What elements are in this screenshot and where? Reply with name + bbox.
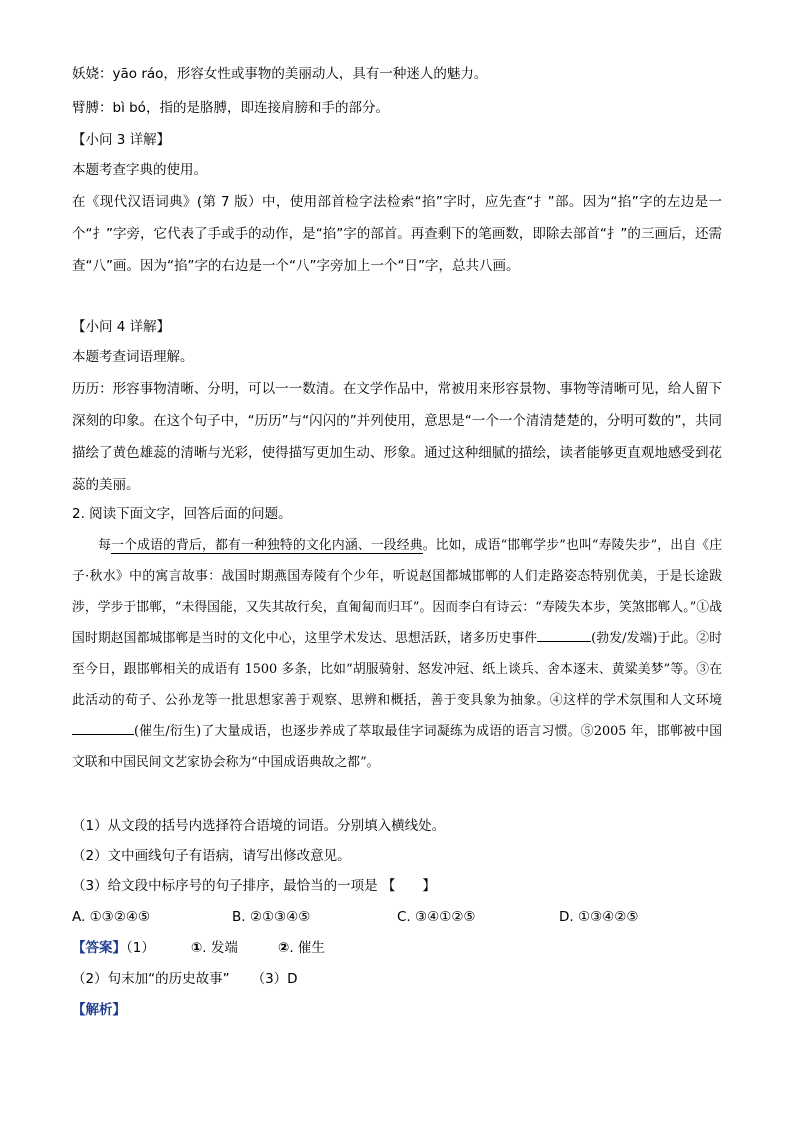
word-choice-1: (勃发/发端) (591, 631, 658, 646)
answer-word-2: . 催生 (289, 940, 325, 956)
passage-part-1: 。比如，成语“邯郸学步”也叫“寿陵失步”，出自《庄子·秋水》中的寓言故事：战国时期燕国寿陵有个少年，听说赵国都城邯郸的人们走路姿态特别优美，于是长途跋涉，学步于邯郸，“未得国能，又失其故行矣，直匍匐而归耳”。因而李白有诗云：“寿陵失本步，笑煞邯郸人。”①战国时期赵国都城邯郸是当时的文化中心，这里学术发达、思想活跃，诸多历史事件 (72, 538, 723, 646)
answer-line-2 (72, 969, 298, 989)
analysis-line (72, 1000, 126, 1020)
question-2-prompt: 2. 阅读下面文字，回答后面的问题。 (72, 506, 292, 522)
underlined-sentence: 一个成语的背后，都有一种独特的文化内涵、一段经典 (111, 538, 423, 553)
answer-word-1: . 发端 (202, 940, 238, 956)
subquestion-3-topic: 本题考查字典的使用。 (72, 162, 207, 178)
subquestion-4-topic: 本题考查词语理解。 (72, 349, 194, 365)
sub-question-2: （2）文中画线句子有语病，请写出修改意见。 (72, 848, 351, 864)
definition-yaorao: 妖娆：yāo ráo，形容女性或事物的美丽动人，具有一种迷人的魅力。 (72, 66, 488, 82)
analysis-label: 【解析】 (72, 1002, 126, 1018)
word-choice-2: (催生/衍生) (134, 724, 202, 739)
blank-1 (537, 629, 591, 642)
answer-part-1: （1） (126, 940, 155, 956)
answer-part-3: （3）D (251, 971, 298, 987)
passage-lead: 每 (98, 538, 112, 553)
sub-question-3: （3）给文段中标序号的句子排序，最恰当的一项是 【 】 (72, 878, 436, 894)
option-d: D. ①③④②⑤ (559, 909, 639, 925)
definition-bibo: 臂膊：bì bó，指的是胳膊，即连接肩膀和手的部分。 (72, 100, 389, 116)
subquestion-3-explanation: 在《现代汉语词典》(第 7 版）中，使用部首检字法检索“掐”字时，应先查“扌”部。因为“掐”字的左边是一个“扌”字旁，它代表了手或手的动作，是“掐”字的部首。再查剩下的笔画数，即除去部首“扌”的三画后，还需查“八”画。因为“掐”字的右边是一个“八”字旁加上一个“日”字，总共八画。 (72, 194, 722, 274)
answer-number-2: ② (277, 940, 290, 956)
subquestion-4-heading: 【小问 4 详解】 (72, 319, 171, 335)
passage-part-3: 了大量成语，也逐步养成了萃取最佳字词凝练为成语的语言习惯。⑤2005 年，邯郸被中国文联和中国民间文艺家协会称为“中国成语典故之都”。 (72, 724, 723, 770)
passage-part-2: 于此。②时至今日，跟邯郸相关的成语有 1500 多条，比如“胡服骑射、怒发冲冠、纸上谈兵、舍本逐末、黄粱美梦”等。③在此活动的荀子、公孙龙等一批思想家善于观察、思辨和概括，善于变具象为抽象。④这样的学术氛围和人文环境 (72, 631, 723, 708)
answer-number-1: ① (190, 940, 203, 956)
option-b: B. ②①③④⑤ (232, 909, 311, 925)
answer-line-1 (72, 938, 325, 958)
option-c: C. ③④①②⑤ (397, 909, 476, 925)
answer-part-2: （2）句末加“的历史故事” (72, 971, 230, 987)
sub-question-1: （1）从文段的括号内选择符合语境的词语。分别填入横线处。 (72, 818, 446, 834)
blank-2 (72, 722, 134, 735)
option-a: A. ①③②④⑤ (72, 909, 151, 925)
reading-passage (72, 530, 722, 778)
subquestion-4-explanation: 历历：形容事物清晰、分明，可以一一数清。在文学作品中，常被用来形容景物、事物等清晰可见，给人留下深刻的印象。在这个句子中，“历历”与“闪闪的”并列使用，意思是“一个一个清清楚楚的，分明可数的”，共同描绘了黄色雄蕊的清晰与光彩，使得描写更加生动、形象。通过这种细腻的描绘，读者能够更直观地感受到花蕊的美丽。 (72, 381, 722, 493)
subquestion-3-heading: 【小问 3 详解】 (72, 132, 171, 148)
answer-label: 【答案】 (72, 940, 126, 956)
